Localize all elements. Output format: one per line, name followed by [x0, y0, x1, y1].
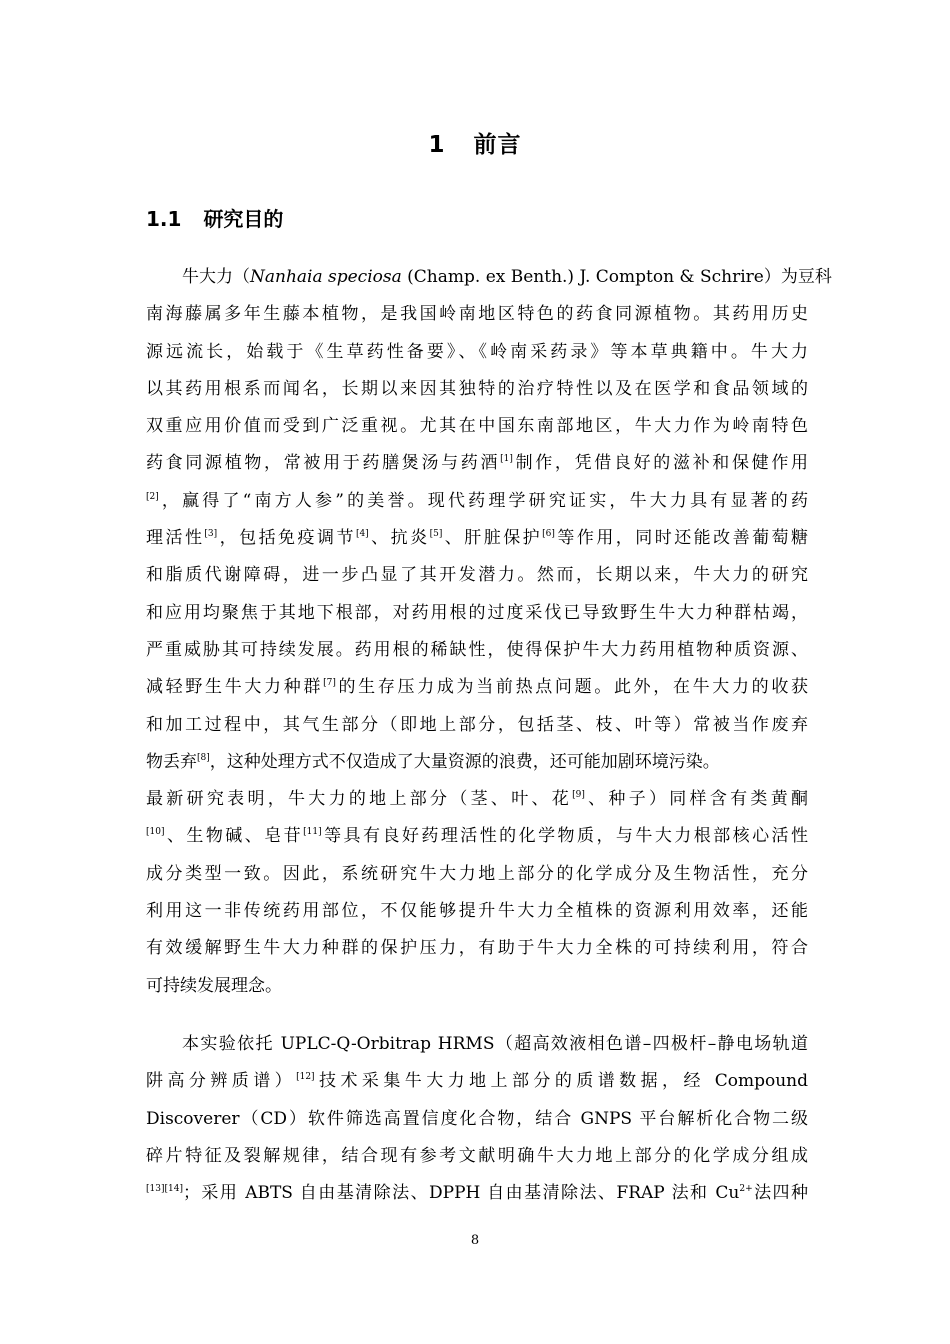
chapter-title: 前言: [473, 132, 522, 158]
citation-ref: [6]: [542, 529, 555, 540]
chapter-heading: [0, 126, 950, 159]
text-run: 理活性: [146, 528, 205, 549]
citation-ref: [11]: [303, 827, 322, 838]
text-line: 严重威胁其可持续发展。药用根的稀缺性，使得保护牛大力药用植物种质资源、: [146, 639, 808, 660]
text-line: [146, 669, 808, 706]
text-line: Discoverer（CD）软件筛选高置信度化合物，结合 GNPS 平台解析化合物二级: [146, 1108, 808, 1129]
text-line: [146, 259, 832, 296]
text-run: 、肝脏保护: [442, 528, 543, 549]
text-line: 可持续发展理念。: [146, 975, 282, 996]
paragraph-methods: [146, 1026, 808, 1212]
section-number: 1.1: [146, 207, 182, 231]
text-line: 和应用均聚焦于其地下根部，对药用根的过度采伐已导致野生牛大力种群枯竭，: [146, 602, 808, 623]
section-heading: [146, 203, 283, 232]
text-run: 物丢弃: [146, 751, 197, 772]
text-run: 等具有良好药理活性的化学物质，与牛大力根部核心活性: [321, 826, 809, 847]
citation-ref: [3]: [204, 529, 218, 540]
text-line: [146, 781, 808, 818]
page-number: 8: [470, 1233, 480, 1248]
citation-ref: [9]: [572, 790, 585, 801]
text-run: (Champ. ex Benth.) J. Compton & Schrire）为豆科: [401, 267, 832, 287]
text-run: 最新研究表明，牛大力的地上部分（茎、叶、花: [146, 789, 573, 810]
text-line: 成分类型一致。因此，系统研究牛大力地上部分的化学成分及生物活性，充分: [146, 863, 808, 884]
citation-ref: [5]: [429, 529, 443, 540]
section-title: 研究目的: [203, 207, 284, 231]
text-line: [146, 1063, 808, 1100]
text-run: 等作用，同时还能改善葡萄糖: [554, 528, 809, 549]
text-run: 牛大力（: [182, 267, 250, 287]
citation-ref: [1]: [500, 454, 513, 465]
text-run: ；采用 ABTS 自由基清除法、DPPH 自由基清除法、FRAP 法和 Cu: [182, 1183, 740, 1204]
text-line: [146, 1175, 808, 1212]
text-run: 、种子）同样含有类黄酮: [584, 789, 809, 810]
text-line: [146, 483, 808, 520]
text-line: [146, 445, 808, 482]
text-run: 药食同源植物，常被用于药膳煲汤与药酒: [146, 453, 501, 474]
text-line: 有效缓解野生牛大力种群的保护压力，有助于牛大力全株的可持续利用，符合: [146, 938, 808, 959]
citation-ref: [12]: [296, 1072, 315, 1083]
text-run: ，包括免疫调节: [217, 528, 356, 549]
citation-ref: [7]: [323, 678, 336, 689]
citation-ref: [13][14]: [146, 1184, 183, 1195]
text-line: 和脂质代谢障碍，进一步凸显了其开发潜力。然而，长期以来，牛大力的研究: [146, 565, 808, 586]
ion-charge: 2+: [739, 1184, 753, 1195]
text-line: 双重应用价值而受到广泛重视。尤其在中国东南部地区，牛大力作为岭南特色: [146, 416, 808, 437]
text-run: 、抗炎: [368, 528, 430, 549]
text-line: [146, 520, 808, 557]
text-line: [146, 744, 808, 781]
citation-ref: [8]: [197, 752, 210, 763]
paragraph-research-purpose: [146, 259, 832, 1005]
citation-ref: [4]: [355, 529, 369, 540]
text-run: 法四种: [752, 1183, 809, 1204]
text-run: 阱高分辨质谱）: [146, 1071, 297, 1092]
text-run: 减轻野生牛大力种群: [146, 677, 324, 698]
text-line: 和加工过程中，其气生部分（即地上部分，包括茎、枝、叶等）常被当作废弃: [146, 714, 808, 735]
text-run: ，赢得了“南方人参”的美誉。现代药理学研究证实，牛大力具有显著的药: [158, 490, 808, 511]
text-run: ，这种处理方式不仅造成了大量资源的浪费，还可能加剧环境污染。: [209, 751, 720, 772]
text-line: 利用这一非传统药用部位，不仅能够提升牛大力全植株的资源利用效率，还能: [146, 901, 808, 922]
citation-ref: [10]: [146, 827, 165, 838]
text-line: 本实验依托 UPLC-Q-Orbitrap HRMS（超高效液相色谱–四极杆–静电场轨道: [182, 1034, 808, 1054]
latin-name: Nanhaia speciosa: [250, 267, 402, 287]
text-run: 制作，凭借良好的滋补和保健作用: [512, 453, 809, 474]
text-line: [146, 818, 808, 855]
text-line: 以其药用根系而闻名，长期以来因其独特的治疗特性以及在医学和食品领域的: [146, 378, 808, 399]
text-run: 的生存压力成为当前热点问题。此外，在牛大力的收获: [335, 677, 809, 698]
chapter-number: 1: [428, 132, 446, 158]
text-run: 、生物碱、皂苷: [164, 826, 304, 847]
text-line: 源远流长，始载于《生草药性备要》、《岭南采药录》等本草典籍中。牛大力: [146, 341, 808, 362]
text-run: 技术采集牛大力地上部分的质谱数据，经 Compound: [314, 1071, 808, 1092]
citation-ref: [2]: [146, 491, 159, 502]
text-line: 南海藤属多年生藤本植物，是我国岭南地区特色的药食同源植物。其药用历史: [146, 304, 808, 325]
text-line: 碎片特征及裂解规律，结合现有参考文献明确牛大力地上部分的化学成分组成: [146, 1145, 808, 1166]
